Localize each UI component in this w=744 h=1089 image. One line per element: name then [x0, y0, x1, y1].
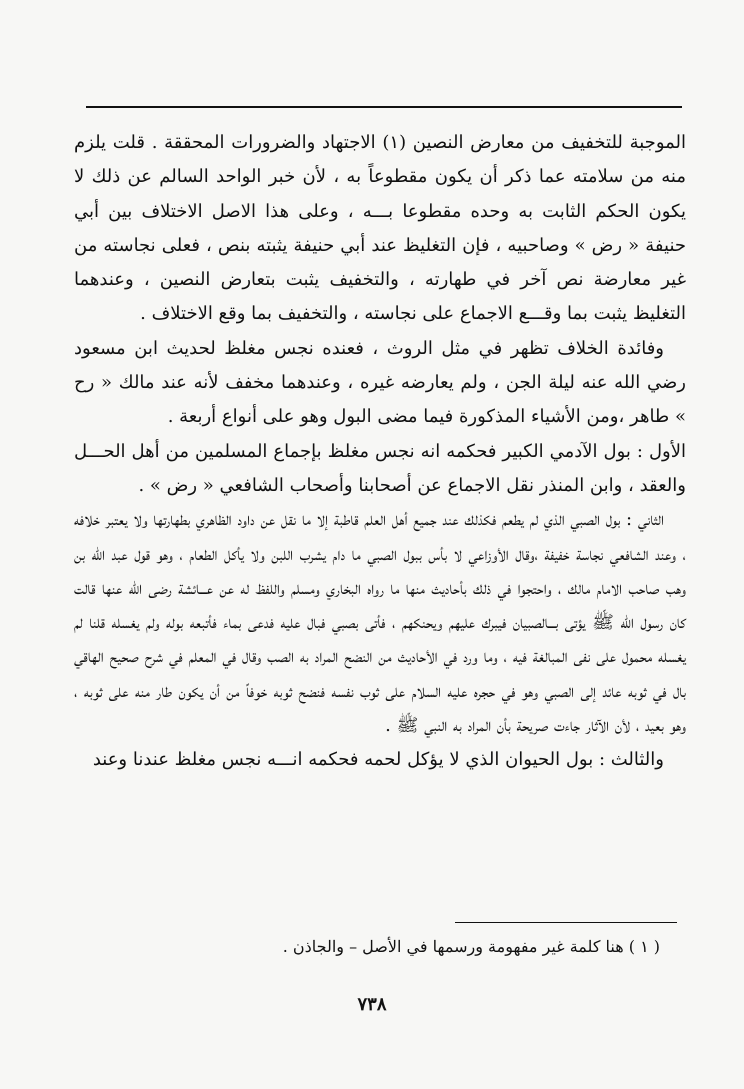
page-number: ٧٣٨: [357, 994, 387, 1015]
footnote: ( ١ ) هنا كلمة غير مفهومة ورسمها في الأصل – والجاذن .: [282, 937, 660, 956]
paragraph-1: الموجبة للتخفيف من معارض النصين (١) الاجتهاد والضرورات المحققة . قلت يلزم منه من سلامته عما ذكر أن يكون مقطوعاً به ، لأن خبر الواحد السالم عن ذلك لا يكون الحكم الثابت به وحده مقطوعا بـــه ، وعلى هذا الاصل الاختلاف بين أبي حنيفة « رض » وصاحبيه ، فإن التغليظ عند أبي حنيفة يثبته بنص ، فعلى نجاسته من غير معارضة نص آخر في طهارته ، والتخفيف يثبت بتعارض النصين ، وعندهما التغليظ يثبت بما وقـــع الاجماع على نجاسته ، والتخفيف بما وقع الاختلاف .: [74, 132, 687, 325]
footnote-rule: [455, 922, 677, 923]
main-text: [74, 126, 686, 778]
header-rule: [86, 106, 682, 108]
paragraph-3: الأول : بول الآدمي الكبير فحكمه انه نجس مغلظ بإجماع المسلمين من أهل الحـــل والعقد ، وابن المنذر نقل الاجماع عن أصحابنا وأصحاب الشافعي « رض » .: [74, 440, 686, 496]
paragraph-4: الثاني : بول الصبي الذي لم يطعم فكذلك عند جميع أهل العلم قاطبة إلا ما نقل عن داود الظاهري بطهارتها ولا يعتبر خلافه ، وعند الشافعي نجاسة خفيفة ،وقال الأوزاعي لا بأس ببول الصبي ما دام يشرب اللبن ولا يأكل الطعام ، وهو قول عبد الله بن وهب صاحب الامام مالك ، واحتجوا في ذلك بأحاديث منها ما رواه البخاري ومسلم واللفظ له عن عـــائشة رضى الله عنها قالت كان رسول الله ﷺ يؤتى بـــالصبيان فيبرك عليهم ويحنكهم ، فأتى بصبي فبال عليه فدعى بماء فأتبعه بوله ولم يغسله قلنا لم يغسله محمول على نفى المبالغة فيه ، وما ورد في الأحاديث من النضح المراد به الصب وقال في المعلم في شرح صحيح الهاقي بال في ثوبه عائد إلى الصبي وهو في حجره عليه السلام على ثوب نفسه فنضح ثوبه خوفاً من أن يكون طار منه على ثوبه ، وهو بعيد ، لأن الآثار جاءت صريحة بأن المراد به النبي ﷺ .: [74, 509, 686, 737]
paragraph-2: وفائدة الخلاف تظهر في مثل الروث ، فعنده نجس مغلظ لحديث ابن مسعود رضي الله عنه ليلة الجن ، ولم يعارضه غيره ، وعندهما مخفف لأنه عند مالك « رح » طاهر ،ومن الأشياء المذكورة فيما مضى البول وهو على أنواع أربعة .: [74, 337, 686, 428]
paragraph-5: والثالث : بول الحيوان الذي لا يؤكل لحمه فحكمه انـــه نجس مغلظ عندنا وعند: [92, 749, 664, 771]
